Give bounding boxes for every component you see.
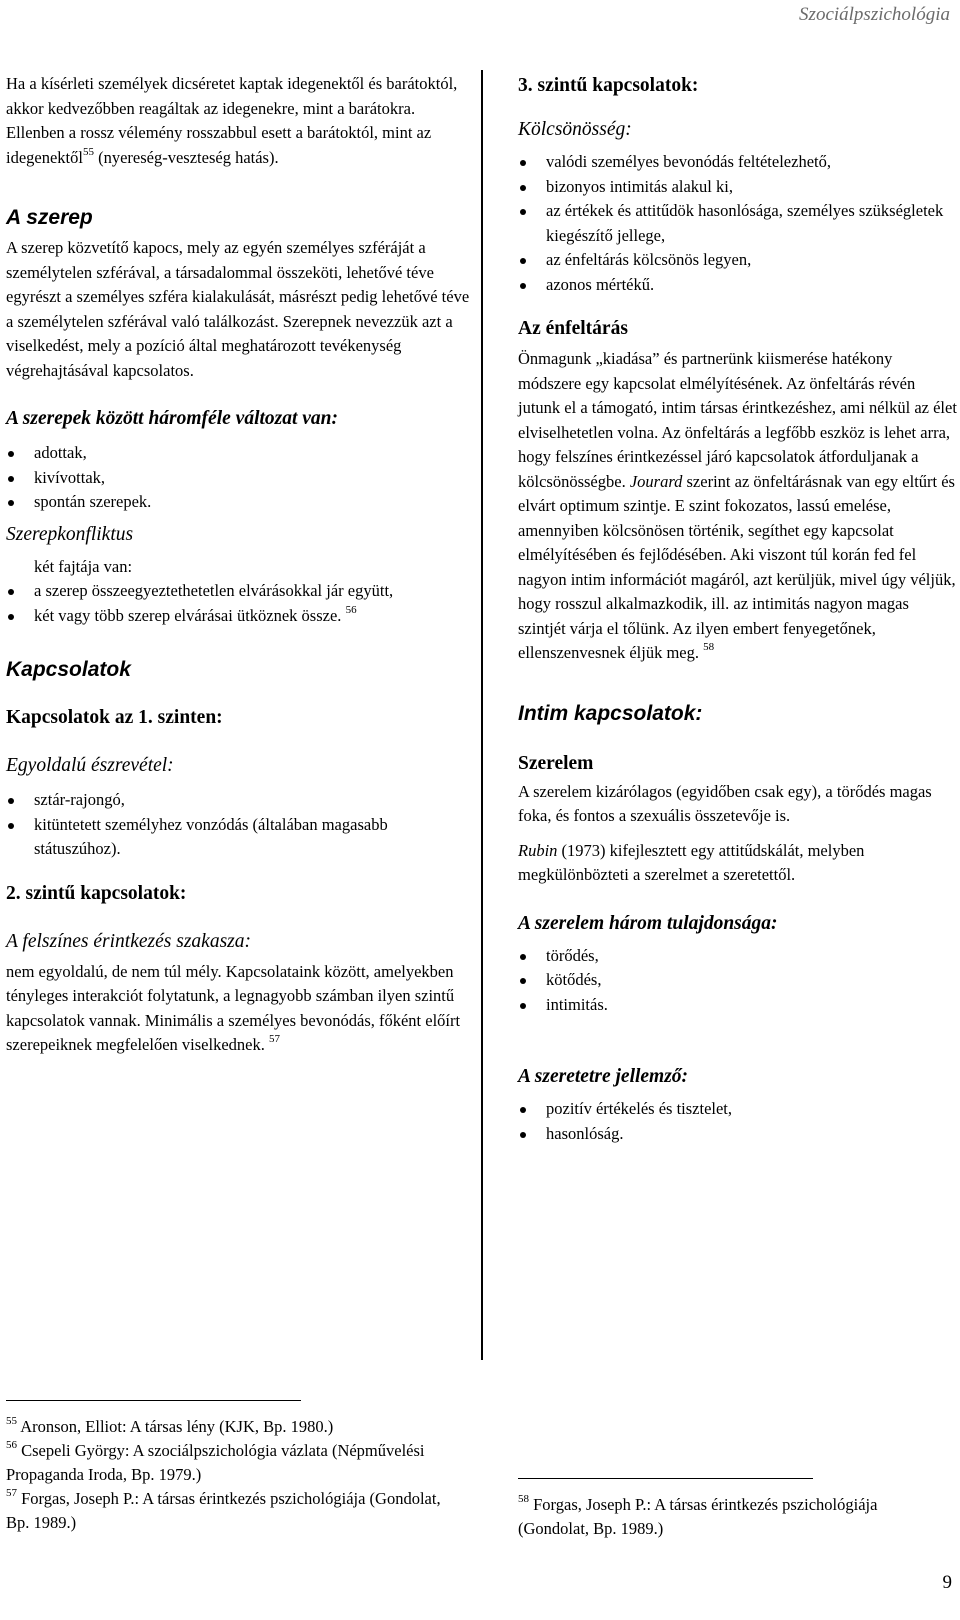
- list-item: spontán szerepek.: [6, 490, 474, 515]
- list-item: törődés,: [518, 944, 958, 969]
- footnote-ref-57[interactable]: 57: [268, 1033, 280, 1045]
- footnote-ref-55[interactable]: 55: [82, 145, 94, 158]
- list-item: sztár-rajongó,: [6, 788, 474, 813]
- rubin-paragraph: Rubin (1973) kifejlesztett egy attitűdskálát, melyben megkülönbözteti a szerelmet a szeretettől.: [518, 840, 865, 884]
- intro-paragraph: Ha a kísérleti személyek dicséretet kaptak idegenektől és barátoktól, akkor kedvezőbben reagáltak az idegenekre, mint a barátokra. Ellenben a rossz vélemény rosszabbul esett a barátoktól, mint az idegenektől$^{55}$ (nyereség-veszteség hatás).: [6, 74, 458, 167]
- szeretet-heading: A szeretetre jellemző:: [518, 1066, 689, 1087]
- list-item: valódi személyes bevonódás feltételezhető,: [518, 150, 958, 175]
- list-item: az értékek és attitűdök hasonlósága, személyes szükségletek kiegészítő jellege,: [518, 199, 958, 248]
- list-item: adottak,: [6, 441, 474, 466]
- szerep-heading: A szerep: [6, 206, 93, 229]
- variants-list: [6, 441, 474, 515]
- header-title: Szociálpszichológia: [799, 4, 950, 25]
- list-item: két vagy több szerep elvárásai ütköznek össze. $^{56}$: [6, 604, 474, 629]
- footnotes-left: [6, 1400, 446, 1535]
- footnote-ref-56[interactable]: 56: [345, 603, 357, 616]
- konflikt-list: [6, 579, 474, 628]
- list-item: bizonyos intimitás alakul ki,: [518, 175, 958, 200]
- felszines-heading: A felszínes érintkezés szakasza:: [6, 930, 251, 952]
- right-column: [518, 72, 958, 1146]
- harom-heading: A szerelem három tulajdonsága:: [518, 912, 778, 934]
- szerep-paragraph: A szerep közvetítő kapocs, mely az egyén személyes szféráját a személytelen szférával, a társadalommal összeköti, lehetővé téve egyrészt a személyes szféra kialakulását, másrészt pedig lehetővé téve a személytelen szférával való találkozást. Szerepnek nevezzük azt a viselkedést, mely a pozíció által meghatározott tevékenység végrehajtásával kapcsolatos.: [6, 238, 470, 380]
- list-item: intimitás.: [518, 993, 958, 1018]
- level2-heading: 2. szintű kapcsolatok:: [6, 882, 187, 904]
- variants-heading: A szerepek között háromféle változat van:: [6, 408, 339, 429]
- list-item: kivívottak,: [6, 466, 474, 491]
- footnotes-right: [518, 1478, 938, 1541]
- kapcsolatok-heading: Kapcsolatok: [6, 658, 131, 681]
- footnote-56: $^{56}$ Csepeli György: A szociálpszichológia vázlata (Népművelési Propaganda Iroda, Bp. 1979.): [6, 1439, 425, 1484]
- kolcsonosseg-list: [518, 150, 958, 297]
- footnote-58: $^{58}$ Forgas, Joseph P.: A társas érintkezés pszichológiája (Gondolat, Bp. 1989.): [518, 1493, 878, 1538]
- footnote-rule: [518, 1478, 813, 1479]
- szerelem-heading: Szerelem: [518, 752, 594, 774]
- footnote-57: $^{57}$ Forgas, Joseph P.: A társas érintkezés pszichológiája (Gondolat, Bp. 1989.): [6, 1487, 441, 1532]
- list-item: az énfeltárás kölcsönös legyen,: [518, 248, 958, 273]
- egyoldalu-list: [6, 788, 474, 862]
- list-item: azonos mértékű.: [518, 273, 958, 298]
- page-number: 9: [942, 1572, 952, 1593]
- list-item: a szerep összeegyeztethetetlen elvárásokkal jár együtt,: [6, 579, 474, 604]
- konflikt-heading: Szerepkonfliktus: [6, 523, 134, 545]
- running-header: [0, 0, 960, 24]
- column-divider: [481, 70, 483, 1360]
- list-item: pozitív értékelés és tisztelet,: [518, 1097, 958, 1122]
- footnote-rule: [6, 1400, 301, 1401]
- egyoldalu-heading: Egyoldalú észrevétel:: [6, 755, 174, 776]
- level1-heading: Kapcsolatok az 1. szinten:: [6, 707, 223, 728]
- footnote-ref-58[interactable]: 58: [703, 641, 715, 653]
- szerelem-paragraph: A szerelem kizárólagos (egyidőben csak egy), a törődés magas foka, és fontos a szexuális összetevője is.: [518, 781, 932, 825]
- author-jourard: Jourard: [629, 471, 683, 491]
- intim-heading: Intim kapcsolatok:: [518, 701, 703, 725]
- kolcsonosseg-heading: Kölcsönösség:: [518, 119, 632, 140]
- list-item: kötődés,: [518, 968, 958, 993]
- szeretet-list: [518, 1097, 958, 1146]
- felszines-paragraph: nem egyoldalú, de nem túl mély. Kapcsolataink között, amelyekben tényleges interakciót folytatunk, a legnagyobb számban ilyen szintű kapcsolatok vannak. Minimális a személyes bevonódás, főként előírt szerepeiknek megfelelően viselkednek. $^{57}$: [6, 961, 461, 1054]
- harom-list: [518, 944, 958, 1018]
- footnote-55: $^{55}$ Aronson, Elliot: A társas lény (KJK, Bp. 1980.): [6, 1415, 334, 1436]
- left-column: [6, 72, 474, 1058]
- konflikt-intro: két fajtája van:: [34, 556, 133, 576]
- author-rubin: Rubin: [518, 840, 558, 860]
- level3-heading: 3. szintű kapcsolatok:: [518, 75, 699, 96]
- list-item: kitüntetett személyhez vonzódás (általában magasabb státuszúhoz).: [6, 813, 474, 862]
- enfeltaras-paragraph: Önmagunk „kiadása” és partnerünk kiismerése hatékony módszere egy kapcsolat elmélyítésének. Az önfeltárás révén jutunk el a támogató, intim társas érintkezéshez, ami nélkül az élet elviselhetetlen volna. Az önfeltárás a legfőbb eszköz is lehet arra, hogy felszínes érintkezéssel járó kapcsolatok átforduljanak a kölcsönösségbe. Jourard szerint az önfeltárásnak van egy eltűrt és elvárt optimum szintje. E szint fokozatos, lassú emelése, amennyiben kölcsönösen történik, segíthet egy kapcsolat elmélyítésében és fejlődésében. Aki viszont túl korán fed fel nagyon intim információt magáról, azt kerüljük, mivel úgy véljük, hogy rosszul alkalmazkodik, ill. az intimitás nagyon magas szintjét várja el tőlünk. Az ilyen embert fenyegetőnek, ellenszenvesnek éljük meg. $^{58}$: [518, 349, 957, 662]
- list-item: hasonlóság.: [518, 1122, 958, 1147]
- enfeltaras-heading: Az énfeltárás: [518, 318, 628, 339]
